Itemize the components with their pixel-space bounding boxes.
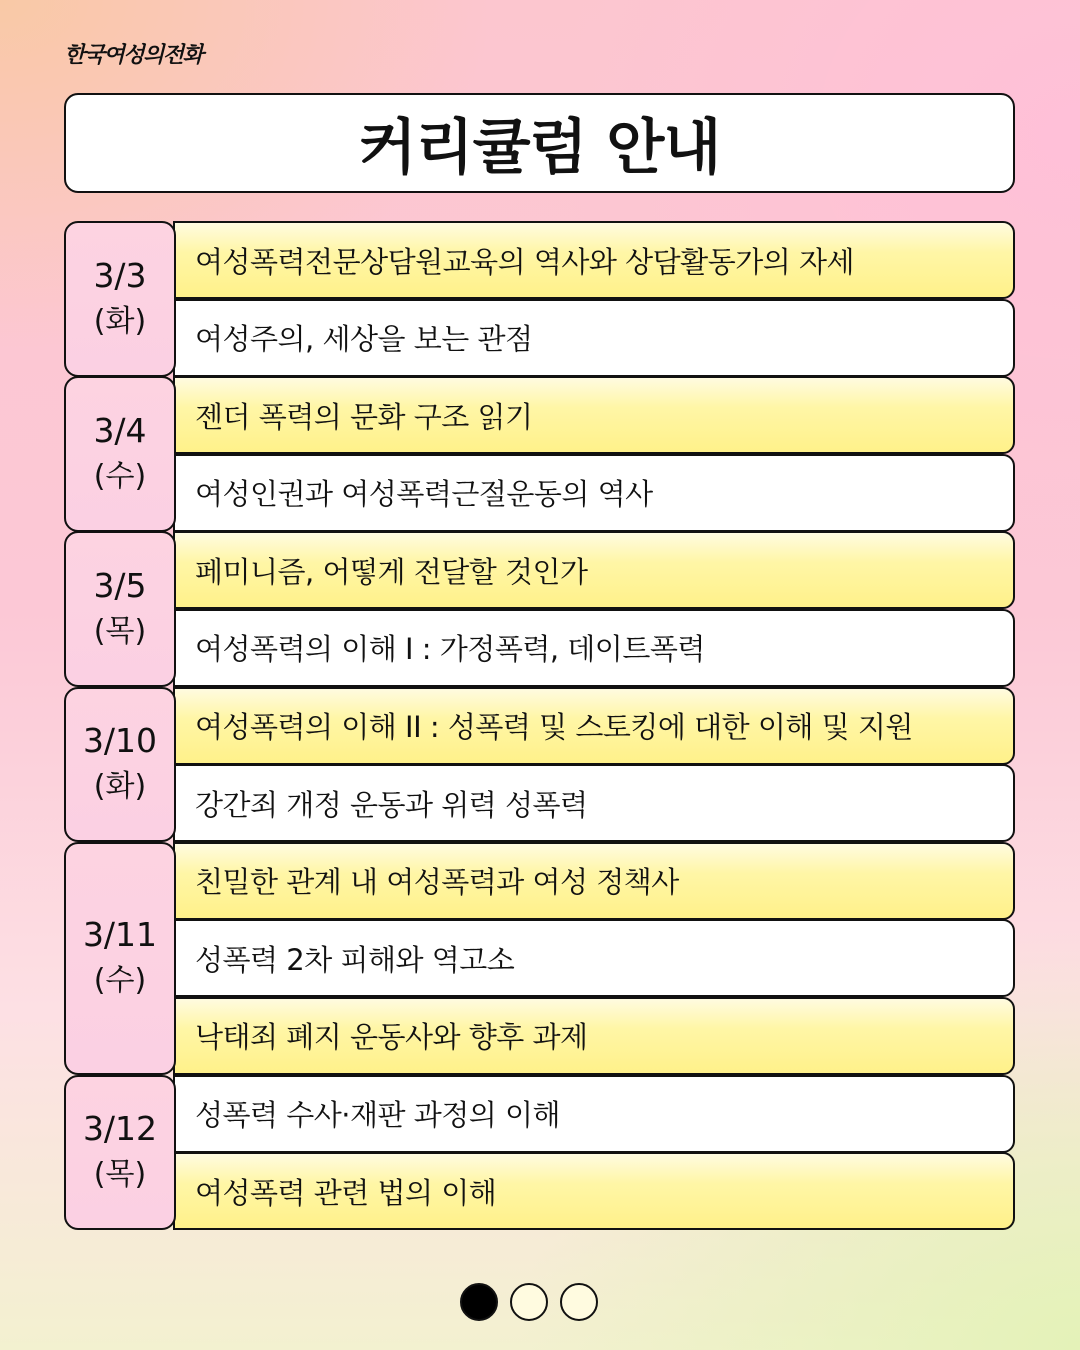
session-row: 낙태죄 폐지 운동사와 향후 과제 — [173, 997, 1015, 1075]
session-row: 여성폭력의 이해 I : 가정폭력, 데이트폭력 — [173, 609, 1015, 687]
session-date: 3/11 — [82, 915, 158, 955]
session-weekday: (화) — [93, 303, 147, 339]
brand-logo: 한국여성의전화 — [64, 43, 203, 68]
session-row: 성폭력 수사·재판 과정의 이해 — [173, 1075, 1015, 1153]
date-cell — [64, 221, 176, 377]
session-weekday: (수) — [93, 458, 147, 494]
page-title: 커리큘럼 안내 — [358, 113, 721, 183]
pagination-dots — [460, 1283, 600, 1323]
session-date: 3/12 — [82, 1109, 158, 1149]
session-row: 여성주의, 세상을 보는 관점 — [173, 299, 1015, 377]
session-date: 3/3 — [93, 255, 147, 295]
day-group — [64, 376, 1015, 532]
date-cell — [64, 842, 176, 1075]
session-row: 젠더 폭력의 문화 구조 읽기 — [173, 376, 1015, 454]
session-weekday: (목) — [93, 614, 147, 650]
session-date: 3/4 — [93, 410, 147, 450]
session-row: 강간죄 개정 운동과 위력 성폭력 — [173, 764, 1015, 842]
date-cell — [64, 687, 176, 843]
session-row: 여성인권과 여성폭력근절운동의 역사 — [173, 454, 1015, 532]
page-title-box — [64, 93, 1015, 193]
session-row: 페미니즘, 어떻게 전달할 것인가 — [173, 531, 1015, 609]
page-dot-active[interactable] — [460, 1283, 498, 1321]
session-weekday: (화) — [93, 769, 147, 805]
session-row: 여성폭력 관련 법의 이해 — [173, 1152, 1015, 1230]
day-group — [64, 1075, 1015, 1231]
session-row: 여성폭력의 이해 II : 성폭력 및 스토킹에 대한 이해 및 지원 — [173, 687, 1015, 765]
session-row: 친밀한 관계 내 여성폭력과 여성 정책사 — [173, 842, 1015, 920]
day-group — [64, 531, 1015, 687]
session-date: 3/5 — [93, 566, 147, 606]
page-dot[interactable] — [560, 1283, 598, 1321]
date-cell — [64, 1075, 176, 1231]
session-date: 3/10 — [82, 721, 158, 761]
day-group — [64, 687, 1015, 843]
session-weekday: (목) — [93, 1157, 147, 1193]
session-row: 성폭력 2차 피해와 역고소 — [173, 919, 1015, 997]
date-cell — [64, 531, 176, 687]
day-group — [64, 221, 1015, 377]
day-group — [64, 842, 1015, 1075]
session-weekday: (수) — [93, 963, 147, 999]
page-dot[interactable] — [510, 1283, 548, 1321]
session-row: 여성폭력전문상담원교육의 역사와 상담활동가의 자세 — [173, 221, 1015, 299]
date-cell — [64, 376, 176, 532]
